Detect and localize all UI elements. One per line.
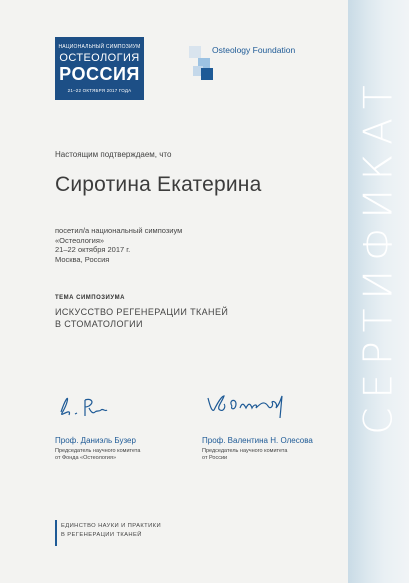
logo-line-4: 21–22 ОКТЯБРЯ 2017 ГОДА [67,88,132,93]
theme-title [55,306,228,330]
role-line: Председатель научного комитета [202,448,288,454]
attendance-line: посетил/а национальный симпозиум [55,226,183,235]
side-title [349,60,409,450]
logo-line-1: НАЦИОНАЛЬНЫЙ СИМПОЗИУМ [58,44,141,50]
logo-line-3: РОССИЯ [59,64,140,84]
signatory-name: Проф. Даниэль Бузер [55,436,136,445]
footer-accent-bar [55,520,57,546]
attendance-details [55,226,182,264]
partner-name: Osteology Foundation [212,45,296,55]
theme-label: ТЕМА СИМПОЗИУМА [55,295,125,301]
footer-line: ЕДИНСТВО НАУКИ И ПРАКТИКИ [61,523,162,529]
side-title-text: СЕРТИФИКАТ [356,75,402,435]
signature-olesova-icon [202,386,292,422]
theme-line: В СТОМАТОЛОГИИ [55,319,143,329]
role-line: Председатель научного комитета [55,448,141,454]
attendance-line: 21–22 октября 2017 г. [55,245,131,255]
signature-buser-icon [55,388,125,424]
confirm-text: Настоящим подтверждаем, что [55,150,172,159]
role-line: от Фонда «Остеология» [55,455,117,461]
role-line: от России [202,455,228,461]
logo-line-2: ОСТЕОЛОГИЯ [59,52,140,64]
attendance-line: Москва, Россия [55,254,110,264]
signatory-role [55,448,175,462]
signatory-name: Проф. Валентина Н. Олесова [202,436,313,445]
symposium-logo [55,37,144,100]
theme-line: ИСКУССТВО РЕГЕНЕРАЦИИ ТКАНЕЙ [55,307,229,317]
signatory-role [202,448,322,462]
footer-slogan [61,522,161,540]
attendance-line: «Остеология» [55,235,105,245]
recipient-name: Сиротина Екатерина [55,173,262,196]
footer-line: В РЕГЕНЕРАЦИИ ТКАНЕЙ [61,532,142,538]
